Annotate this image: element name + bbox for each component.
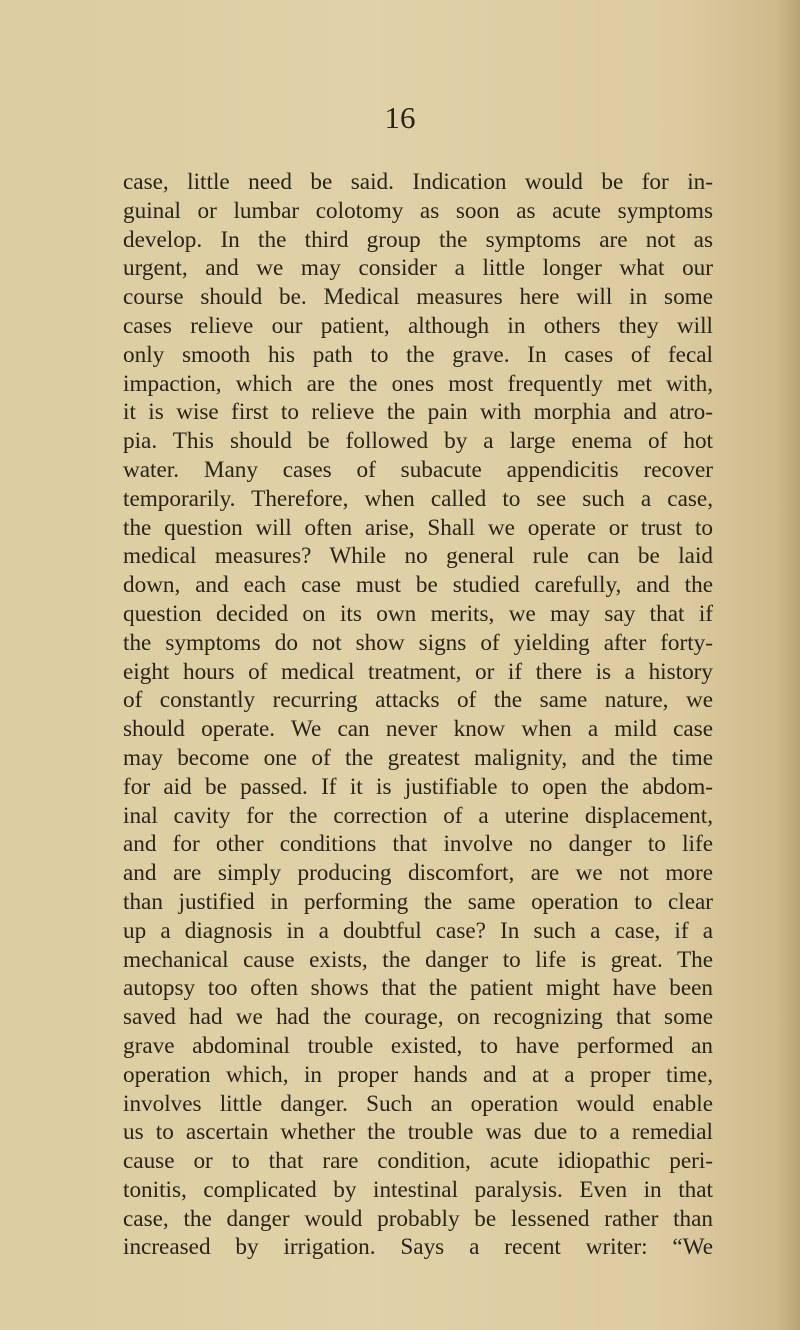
text-line: medical measures? While no general rule can be laid: [123, 543, 713, 570]
text-line: develop. In the third group the symptoms are not as: [123, 226, 713, 253]
text-line: for aid be passed. If it is justifiable to open the abdom-: [123, 773, 713, 800]
body-text: [123, 168, 713, 1262]
text-line: saved had we had the courage, on recognizing that some: [123, 1004, 713, 1031]
text-line: autopsy too often shows that the patient might have been: [123, 975, 713, 1002]
text-line: inal cavity for the correction of a uterine displacement,: [123, 802, 713, 829]
text-line: may become one of the greatest malignity, and the time: [123, 744, 713, 771]
text-line: of constantly recurring attacks of the same nature, we: [123, 687, 713, 714]
text-line: the symptoms do not show signs of yielding after forty-: [123, 629, 713, 656]
text-line: us to ascertain whether the trouble was due to a remedial: [123, 1119, 713, 1146]
text-line: involves little danger. Such an operation would enable: [123, 1090, 713, 1117]
text-line: down, and each case must be studied carefully, and the: [123, 572, 713, 599]
text-line: water. Many cases of subacute appendicitis recover: [123, 456, 713, 483]
page-number: 16: [384, 100, 416, 135]
text-line: operation which, in proper hands and at a proper time,: [123, 1061, 713, 1088]
text-line: course should be. Medical measures here will in some: [123, 284, 713, 311]
text-line: case, little need be said. Indication would be for in-: [123, 169, 713, 195]
text-line: the question will often arise, Shall we operate or trust to: [123, 514, 713, 541]
text-line: only smooth his path to the grave. In cases of fecal: [123, 341, 713, 368]
text-line: and for other conditions that involve no danger to life: [123, 831, 713, 858]
text-line: cases relieve our patient, although in others they will: [123, 312, 713, 339]
text-line: should operate. We can never know when a mild case: [123, 716, 713, 743]
text-line: and are simply producing discomfort, are we not more: [123, 860, 713, 887]
text-line: mechanical cause exists, the danger to life is great. The: [123, 946, 713, 973]
text-line: increased by irrigation. Says a recent writer: “We: [123, 1234, 713, 1261]
text-line: urgent, and we may consider a little longer what our: [123, 255, 713, 282]
text-line: eight hours of medical treatment, or if there is a history: [123, 658, 713, 685]
text-line: up a diagnosis in a doubtful case? In such a case, if a: [123, 917, 713, 944]
text-line: cause or to that rare condition, acute idiopathic peri-: [123, 1148, 713, 1175]
text-line: it is wise first to relieve the pain with morphia and atro-: [123, 399, 713, 426]
text-line: pia. This should be followed by a large enema of hot: [123, 428, 713, 455]
text-line: tonitis, complicated by intestinal paralysis. Even in that: [123, 1176, 713, 1203]
text-line: grave abdominal trouble existed, to have performed an: [123, 1032, 713, 1059]
text-line: guinal or lumbar colotomy as soon as acute symptoms: [123, 197, 713, 224]
text-line: question decided on its own merits, we may say that if: [123, 600, 713, 627]
text-line: temporarily. Therefore, when called to see such a case,: [123, 485, 713, 512]
text-line: impaction, which are the ones most frequently met with,: [123, 370, 713, 397]
text-line: than justified in performing the same operation to clear: [123, 888, 713, 915]
text-line: case, the danger would probably be lessened rather than: [123, 1205, 713, 1232]
